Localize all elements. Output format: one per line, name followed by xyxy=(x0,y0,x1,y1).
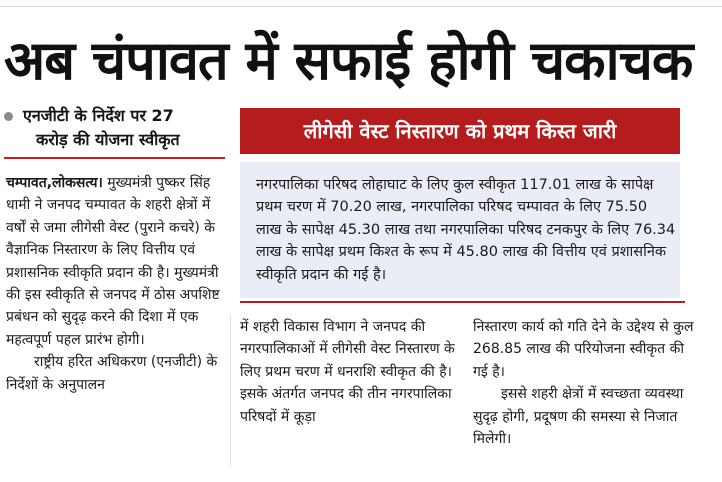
highlight-box-text: नगरपालिका परिषद लोहाघाट के लिए कुल स्वीकृत 117.01 लाख के सापेक्ष प्रथम चरण में 70.20 लाख, नगरपालिका परिषद चम्पावत के लिए 75.50 लाख के सापेक्ष 45.30 लाख तथा नगरपालिका परिषद टनकपुर के लिए 76.34 लाख के सापेक्ष प्रथम किश्त के रूप में 45.80 लाख की वित्तीय एवं प्रशासनिक स्वीकृति प्रदान की गई है। xyxy=(256,177,676,283)
column3-para2: इससे शहरी क्षेत्रों में स्वच्छता व्यवस्था सुदृढ़ होगी, प्रदूषण की समस्या से निजात मिलेगी। xyxy=(473,386,684,448)
column2-text: में शहरी विकास विभाग ने जनपद की नगरपालिकाओं में लीगेसी वेस्ट निस्तारण के लिए प्रथम चरण में धनराशि स्वीकृत की है। इसके अंतर्गत जनपद की तीन नगरपालिका परिषदों में कूड़ा xyxy=(240,319,455,425)
clipped-previous-article-strip xyxy=(0,0,722,7)
bullet-icon xyxy=(4,112,13,121)
column1-para2: राष्ट्रीय हरित अधिकरण (एनजीटी) के निर्देशों के अनुपालन xyxy=(6,354,218,393)
column3-para1: निस्तारण कार्य को गति देने के उद्देश्य से कुल 268.85 लाख की परियोजना स्वीकृत की गई है। xyxy=(473,319,694,380)
highlight-underline xyxy=(4,157,225,159)
highlight-line-2: करोड़ की योजना स्वीकृत xyxy=(36,130,180,149)
highlight-line-1-text: एनजीटी के निर्देश पर 27 xyxy=(23,106,174,125)
highlight-blurb xyxy=(4,104,224,152)
highlight-box-rule xyxy=(240,301,685,303)
column1-para1-text: मुख्यमंत्री पुष्कर सिंह धामी ने जनपद चम्पावत के शहरी क्षेत्रों में वर्षों से जमा लीगेसी वेस्ट (पुराने कचरे) के वैज्ञानिक निस्तारण के लिए वित्तीय एवं प्रशासनिक स्वीकृति प्रदान की है। मुख्यमंत्री की इस स्वीकृति से जनपद में ठोस अपशिष्ट प्रबंधन को सुदृढ़ करने की दिशा में एक महत्वपूर्ण पहल प्रारंभ होगी। xyxy=(6,175,220,348)
article-column-1 xyxy=(6,172,220,396)
column-divider xyxy=(230,316,231,466)
column1-para1 xyxy=(6,172,220,351)
dateline: चम्पावत,लोकसत्य। xyxy=(6,175,103,191)
article-column-3 xyxy=(473,316,703,450)
highlight-line-1 xyxy=(4,104,224,128)
headline: अब चंपावत में सफाई होगी चकाचक xyxy=(4,29,693,92)
article-column-2 xyxy=(240,316,458,428)
subheading-banner: लीगेसी वेस्ट निस्तारण को प्रथम किस्त जारी xyxy=(240,108,680,154)
